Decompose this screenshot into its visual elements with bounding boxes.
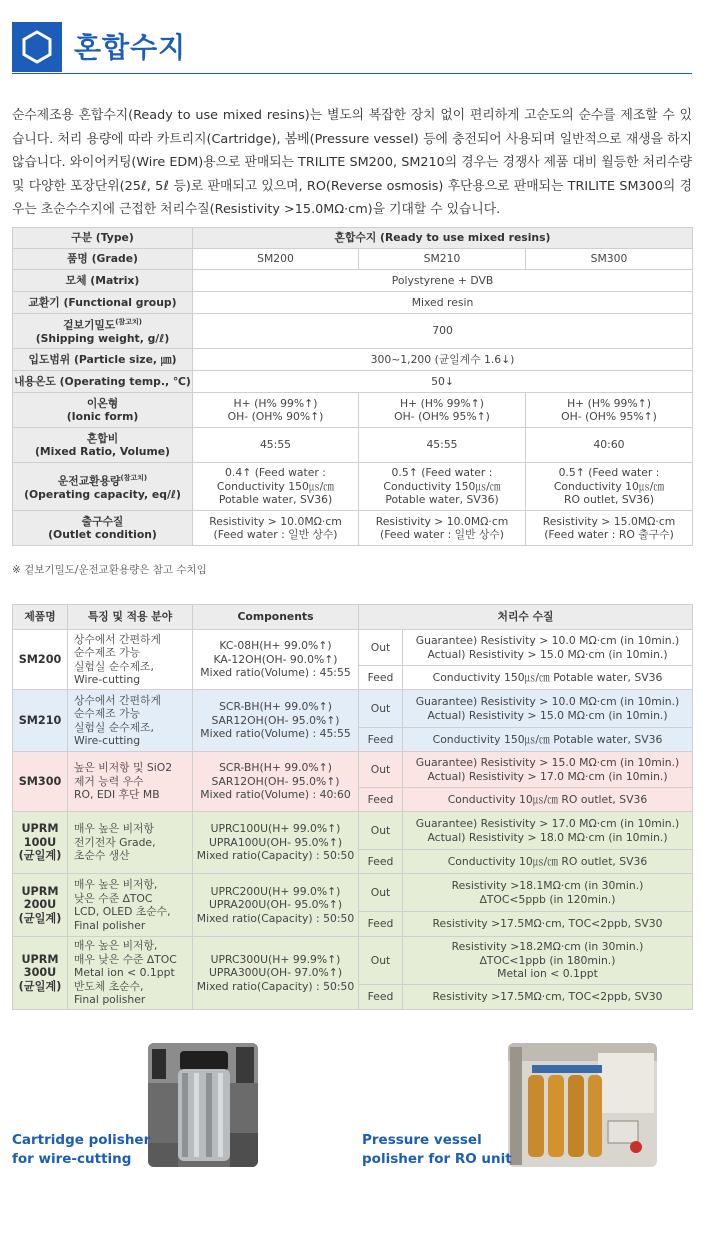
capacity-sm200: 0.4↑ (Feed water : Conductivity 150㎲/㎝ Potable water, SV36) — [193, 463, 359, 511]
functional-group-value: Mixed resin — [193, 292, 693, 314]
mixed-ratio-sm300: 40:60 — [526, 428, 693, 463]
grade-sm300: SM300 — [526, 249, 693, 270]
ionic-form-label: 이온형 (Ionic form) — [13, 393, 193, 428]
feed-label: Feed — [359, 788, 403, 812]
product-name: SM200 — [13, 630, 68, 690]
product-features: 매우 높은 비저항, 매우 낮은 수준 ∆TOC Metal ion < 0.1ppt 반도체 초순수, Final polisher — [68, 937, 193, 1010]
product-name: UPRM 300U (균일계) — [13, 937, 68, 1010]
ionic-form-sm200: H+ (H% 99%↑) OH- (OH% 90%↑) — [193, 393, 359, 428]
feed-quality: Conductivity 150㎲/㎝ Potable water, SV36 — [403, 666, 693, 690]
particle-size-value: 300~1,200 (균일계수 1.6↓) — [193, 349, 693, 371]
mixed-ratio-label: 혼합비 (Mixed Ratio, Volume) — [13, 428, 193, 463]
spec-table — [12, 227, 693, 546]
grade-sm200: SM200 — [193, 249, 359, 270]
out-quality: Guarantee) Resistivity > 15.0 MΩ·cm (in 10min.) Actual) Resistivity > 17.0 MΩ·cm (in 10min.) — [403, 752, 693, 788]
product-components: SCR-BH(H+ 99.0%↑) SAR12OH(OH- 95.0%↑) Mixed ratio(Volume) : 40:60 — [193, 752, 359, 812]
product-row-uprm200u — [13, 874, 693, 912]
hexagon-logo-icon — [12, 22, 62, 72]
grade-label: 품명 (Grade) — [13, 249, 193, 270]
feed-quality: Conductivity 10㎲/㎝ RO outlet, SV36 — [403, 850, 693, 874]
outlet-sm300: Resistivity > 15.0MΩ·cm (Feed water : RO 출구수) — [526, 511, 693, 546]
feed-quality: Conductivity 150㎲/㎝ Potable water, SV36 — [403, 728, 693, 752]
feed-label: Feed — [359, 728, 403, 752]
matrix-value: Polystyrene + DVB — [193, 270, 693, 292]
page-title: 혼합수지 — [74, 31, 187, 64]
feed-quality: Resistivity >17.5MΩ·cm, TOC<2ppb, SV30 — [403, 912, 693, 937]
out-quality: Resistivity >18.2MΩ·cm (in 30min.) ∆TOC<1ppb (in 180min.) Metal ion < 0.1ppt — [403, 937, 693, 985]
density-value: 700 — [193, 314, 693, 349]
grade-sm210: SM210 — [359, 249, 526, 270]
caption-cartridge-polisher: Cartridge polisher for wire-cutting — [12, 1132, 151, 1167]
out-quality: Guarantee) Resistivity > 17.0 MΩ·cm (in 10min.) Actual) Resistivity > 18.0 MΩ·cm (in 10min.) — [403, 812, 693, 850]
type-value: 혼합수지 (Ready to use mixed resins) — [193, 228, 693, 249]
product-name: SM300 — [13, 752, 68, 812]
matrix-label: 모체 (Matrix) — [13, 270, 193, 292]
product-row-uprm300u — [13, 937, 693, 985]
header-product-name: 제품명 — [13, 605, 68, 630]
operating-temp-value: 50↓ — [193, 371, 693, 393]
pressure-vessel-photo — [508, 1043, 657, 1167]
product-features: 높은 비저항 및 SiO2 제거 능력 우수 RO, EDI 후단 MB — [68, 752, 193, 812]
product-features: 상수에서 간편하게 순수제조 가능 실험실 순수제조, Wire-cutting — [68, 630, 193, 690]
product-name: UPRM 200U (균일계) — [13, 874, 68, 937]
outlet-label: 출구수질 (Outlet condition) — [13, 511, 193, 546]
products-table — [12, 604, 693, 1010]
out-quality: Guarantee) Resistivity > 10.0 MΩ·cm (in 10min.) Actual) Resistivity > 15.0 MΩ·cm (in 10min.) — [403, 690, 693, 728]
out-quality: Resistivity >18.1MΩ·cm (in 30min.) ∆TOC<5ppb (in 120min.) — [403, 874, 693, 912]
particle-size-label: 입도범위 (Particle size, ㎛) — [13, 349, 193, 371]
out-quality: Guarantee) Resistivity > 10.0 MΩ·cm (in 10min.) Actual) Resistivity > 15.0 MΩ·cm (in 10min.) — [403, 630, 693, 666]
product-components: UPRC300U(H+ 99.9%↑) UPRA300U(OH- 97.0%↑) Mixed ratio(Capacity) : 50:50 — [193, 937, 359, 1010]
density-label: 겉보기밀도$^{(참고치)}$ (Shipping weight, g/ℓ) — [13, 314, 193, 349]
capacity-sm300: 0.5↑ (Feed water : Conductivity 10㎲/㎝ RO outlet, SV36) — [526, 463, 693, 511]
product-row-sm200 — [13, 630, 693, 666]
product-name: SM210 — [13, 690, 68, 752]
feed-label: Feed — [359, 850, 403, 874]
footnote: ※ 겉보기밀도/운전교환용량은 참고 수치임 — [12, 564, 207, 576]
feed-label: Feed — [359, 912, 403, 937]
product-row-sm300 — [13, 752, 693, 788]
out-label: Out — [359, 752, 403, 788]
capacity-label: 운전교환용량$^{(참고치)}$ (Operating capacity, eq/ℓ) — [13, 463, 193, 511]
product-features: 상수에서 간편하게 순수제조 가능 실험실 순수제조, Wire-cutting — [68, 690, 193, 752]
product-row-sm210 — [13, 690, 693, 728]
intro-paragraph: 순수제조용 혼합수지(Ready to use mixed resins)는 별도의 복잡한 장치 없이 편리하게 고순도의 순수를 제조할 수 있습니다. 처리 용량에 따라 카트리지(Cartridge), 봄베(Pressure vessel) 등에 충전되어 사용되며 일반적으로 재생을 하지 않습니다. 와이어커팅(Wire EDM)용으로 판매되는 TRILITE SM200, SM210의 경우는 경쟁사 제품 대비 월등한 처리수량 및 다양한 포장단위(25ℓ, 5ℓ 등)로 판매되고 있으며, RO(Reverse osmosis) 후단용으로 판매되는 TRILITE SM300의 경우는 초순수수지에 근접한 처리수질(Resistivity >15.0MΩ·cm)을 기대할 수 있습니다. — [12, 108, 692, 217]
product-components: UPRC200U(H+ 99.0%↑) UPRA200U(OH- 95.0%↑) Mixed ratio(Capacity) : 50:50 — [193, 874, 359, 937]
ionic-form-sm300: H+ (H% 99%↑) OH- (OH% 95%↑) — [526, 393, 693, 428]
product-components: KC-08H(H+ 99.0%↑) KA-12OH(OH- 90.0%↑) Mixed ratio(Volume) : 45:55 — [193, 630, 359, 690]
feed-quality: Conductivity 10㎲/㎝ RO outlet, SV36 — [403, 788, 693, 812]
header-components: Components — [193, 605, 359, 630]
mixed-ratio-sm210: 45:55 — [359, 428, 526, 463]
feed-label: Feed — [359, 666, 403, 690]
out-label: Out — [359, 874, 403, 912]
mixed-ratio-sm200: 45:55 — [193, 428, 359, 463]
out-label: Out — [359, 812, 403, 850]
outlet-sm210: Resistivity > 10.0MΩ·cm (Feed water : 일반 상수) — [359, 511, 526, 546]
functional-group-label: 교환기 (Functional group) — [13, 292, 193, 314]
product-components: SCR-BH(H+ 99.0%↑) SAR12OH(OH- 95.0%↑) Mixed ratio(Volume) : 45:55 — [193, 690, 359, 752]
product-row-uprm100u — [13, 812, 693, 850]
operating-temp-label: 내용온도 (Operating temp., ℃) — [13, 371, 193, 393]
product-features: 매우 높은 비저항 전기전자 Grade, 초순수 생산 — [68, 812, 193, 874]
ionic-form-sm210: H+ (H% 99%↑) OH- (OH% 95%↑) — [359, 393, 526, 428]
feed-quality: Resistivity >17.5MΩ·cm, TOC<2ppb, SV30 — [403, 985, 693, 1010]
product-features: 매우 높은 비저항, 낮은 수준 ∆TOC LCD, OLED 초순수, Final polisher — [68, 874, 193, 937]
header-water-quality: 처리수 수질 — [359, 605, 693, 630]
page-header — [12, 22, 692, 74]
out-label: Out — [359, 937, 403, 985]
caption-pressure-vessel: Pressure vessel polisher for RO unit — [362, 1132, 512, 1167]
outlet-sm200: Resistivity > 10.0MΩ·cm (Feed water : 일반 상수) — [193, 511, 359, 546]
product-components: UPRC100U(H+ 99.0%↑) UPRA100U(OH- 95.0%↑) Mixed ratio(Capacity) : 50:50 — [193, 812, 359, 874]
product-name: UPRM 100U (균일계) — [13, 812, 68, 874]
type-label: 구분 (Type) — [13, 228, 193, 249]
cartridge-polisher-photo — [148, 1043, 258, 1167]
header-features: 특징 및 적용 분야 — [68, 605, 193, 630]
out-label: Out — [359, 630, 403, 666]
out-label: Out — [359, 690, 403, 728]
feed-label: Feed — [359, 985, 403, 1010]
capacity-sm210: 0.5↑ (Feed water : Conductivity 150㎲/㎝ Potable water, SV36) — [359, 463, 526, 511]
